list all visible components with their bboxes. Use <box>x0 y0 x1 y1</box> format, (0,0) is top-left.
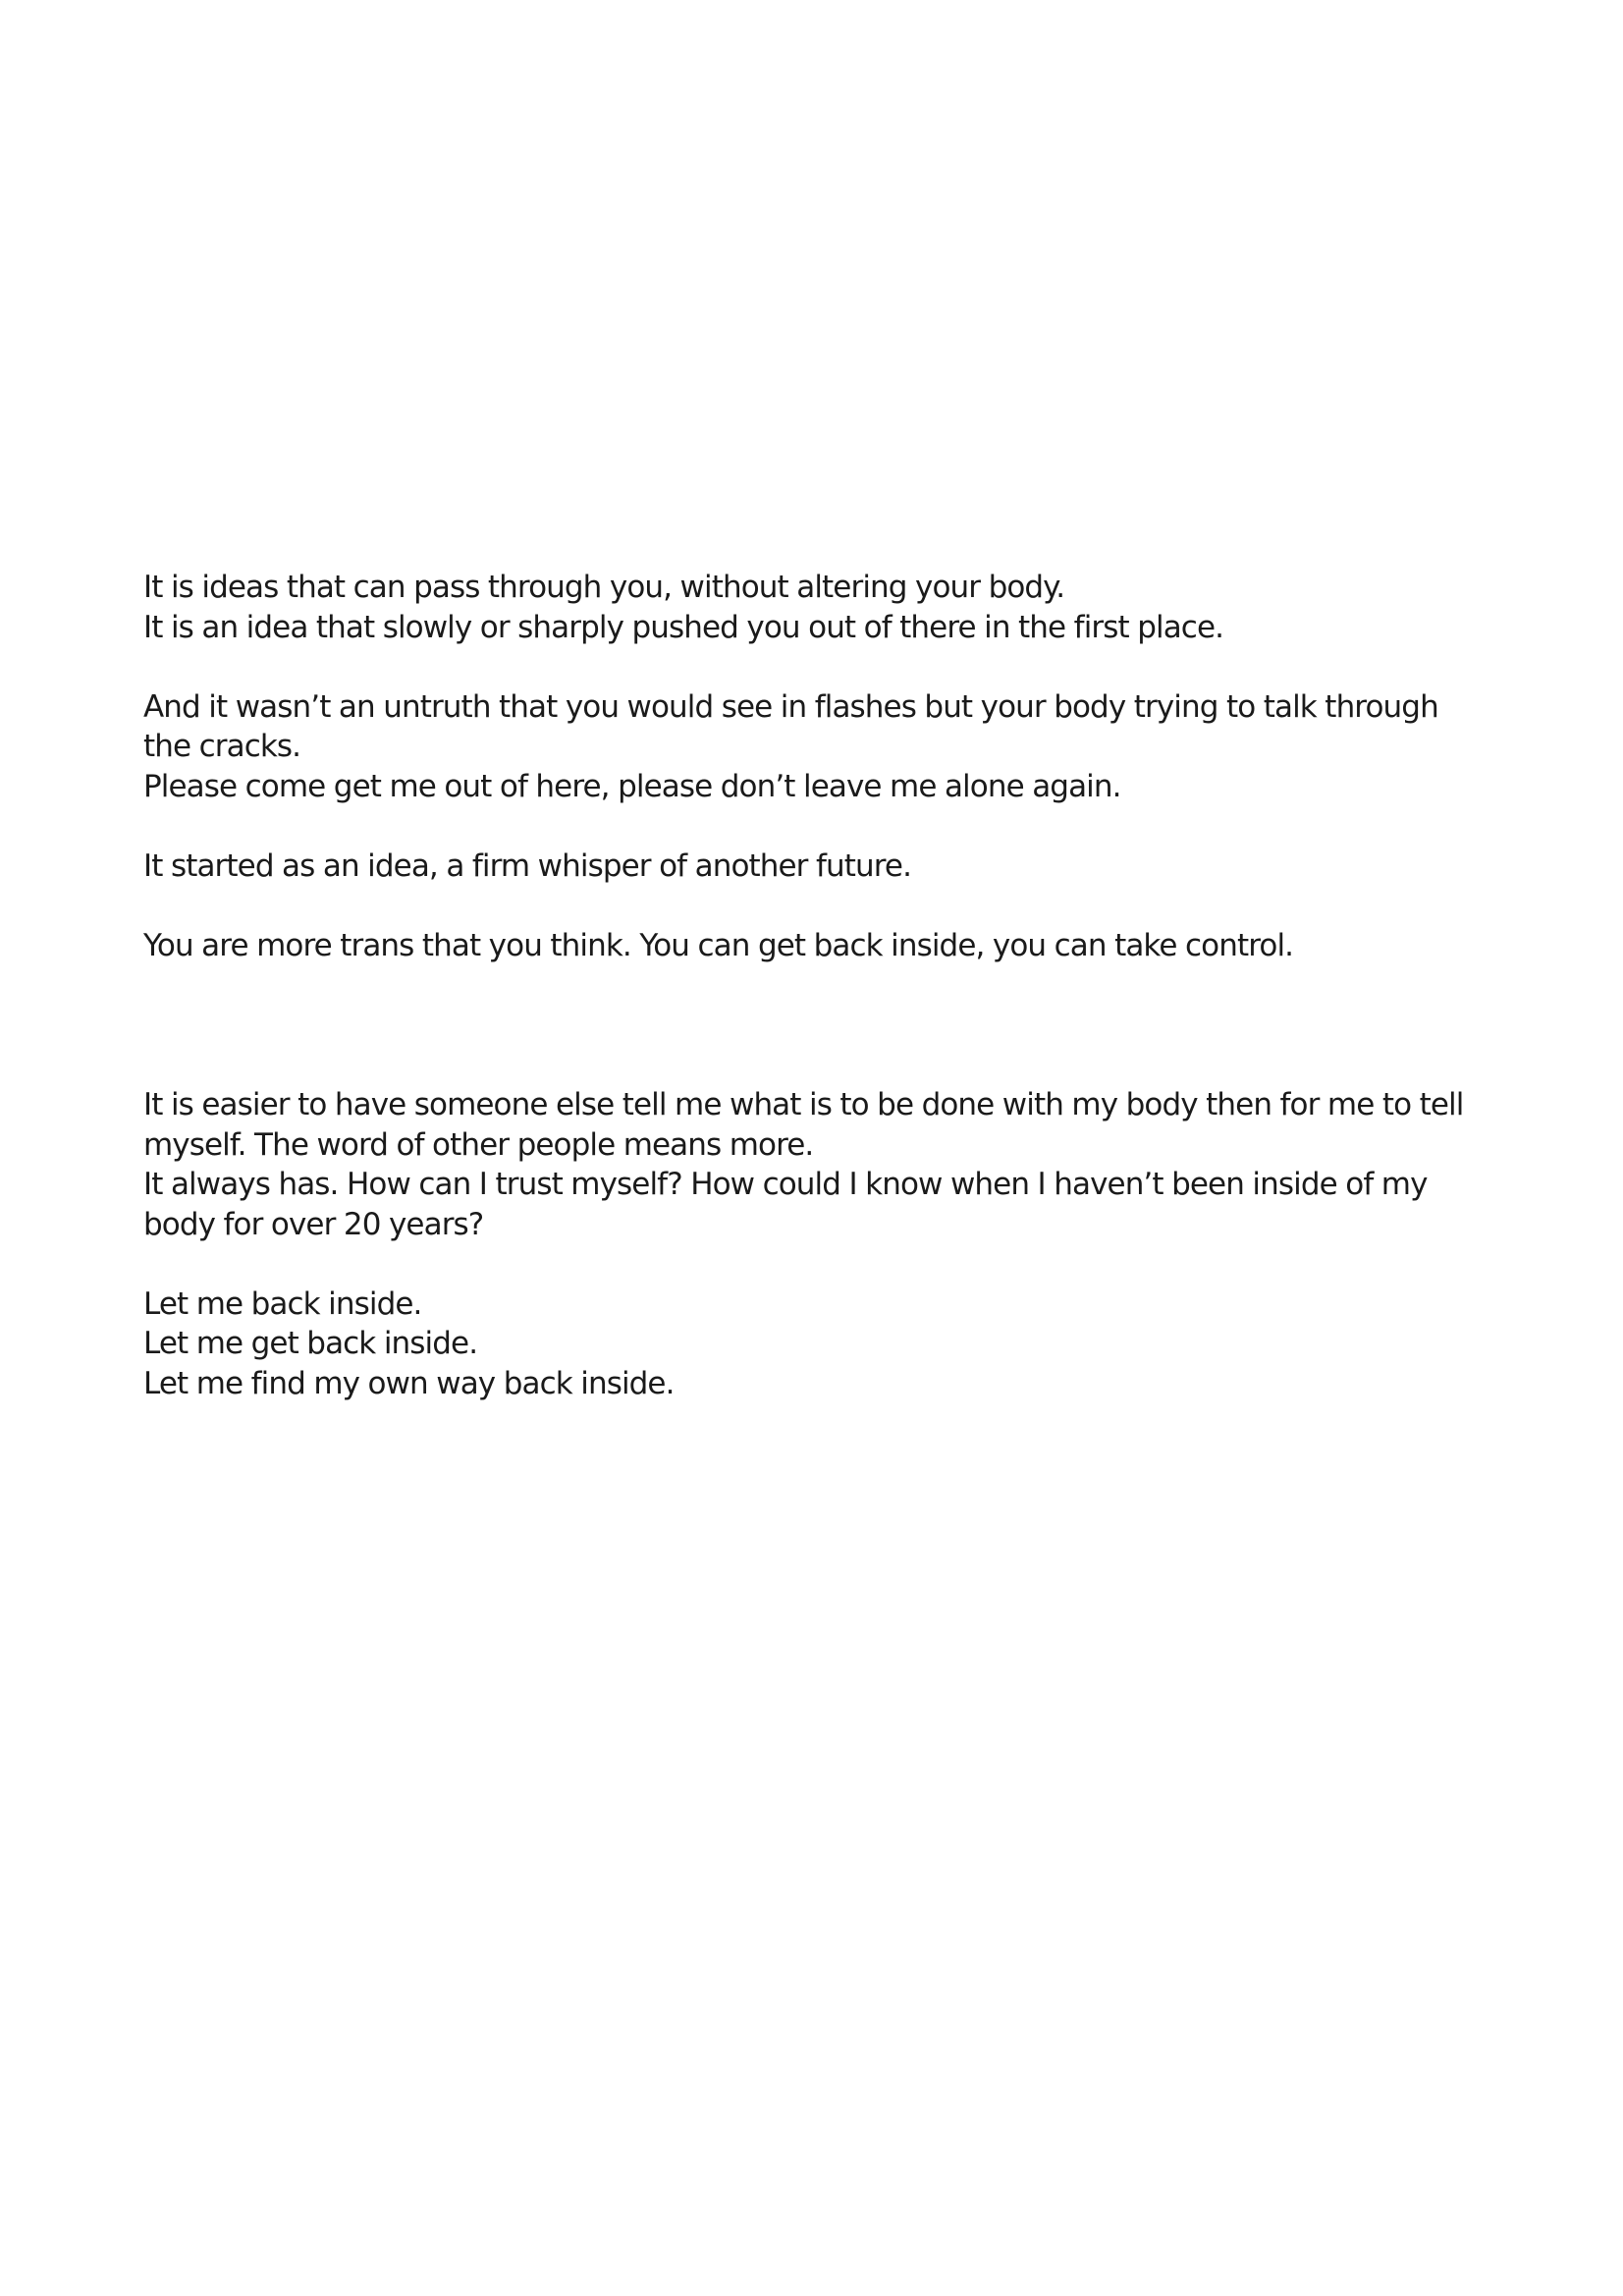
text-line: myself. The word of other people means more. <box>143 1126 814 1163</box>
blank-line <box>143 1244 1463 1285</box>
blank-line <box>143 647 1438 687</box>
text-line: It started as an idea, a firm whisper of another future. <box>143 847 912 884</box>
text-line: And it wasn’t an untruth that you would see in flashes but your body trying to talk through <box>143 688 1438 725</box>
text-line: Let me back inside. <box>143 1285 422 1322</box>
blank-line <box>143 806 1438 847</box>
text-line: It always has. How can I trust myself? How could I know when I haven’t been inside of my <box>143 1167 1428 1202</box>
text-line: It is ideas that can pass through you, without altering your body. <box>143 570 1065 605</box>
text-line: Let me find my own way back inside. <box>143 1365 675 1401</box>
text-line: You are more trans that you think. You can get back inside, you can take control. <box>143 927 1294 963</box>
text-line: It is an idea that slowly or sharply pushed you out of there in the first place. <box>143 609 1224 645</box>
text-line: body for over 20 years? <box>143 1206 484 1242</box>
text-line: Please come get me out of here, please don’t leave me alone again. <box>143 768 1121 804</box>
text-line: Let me get back inside. <box>143 1326 478 1361</box>
text-line: It is easier to have someone else tell me what is to be done with my body then for me to tell <box>143 1087 1464 1122</box>
text-block-1 <box>143 568 1438 965</box>
blank-line <box>143 886 1438 926</box>
text-line: the cracks. <box>143 729 301 764</box>
text-block-2 <box>143 1085 1463 1403</box>
